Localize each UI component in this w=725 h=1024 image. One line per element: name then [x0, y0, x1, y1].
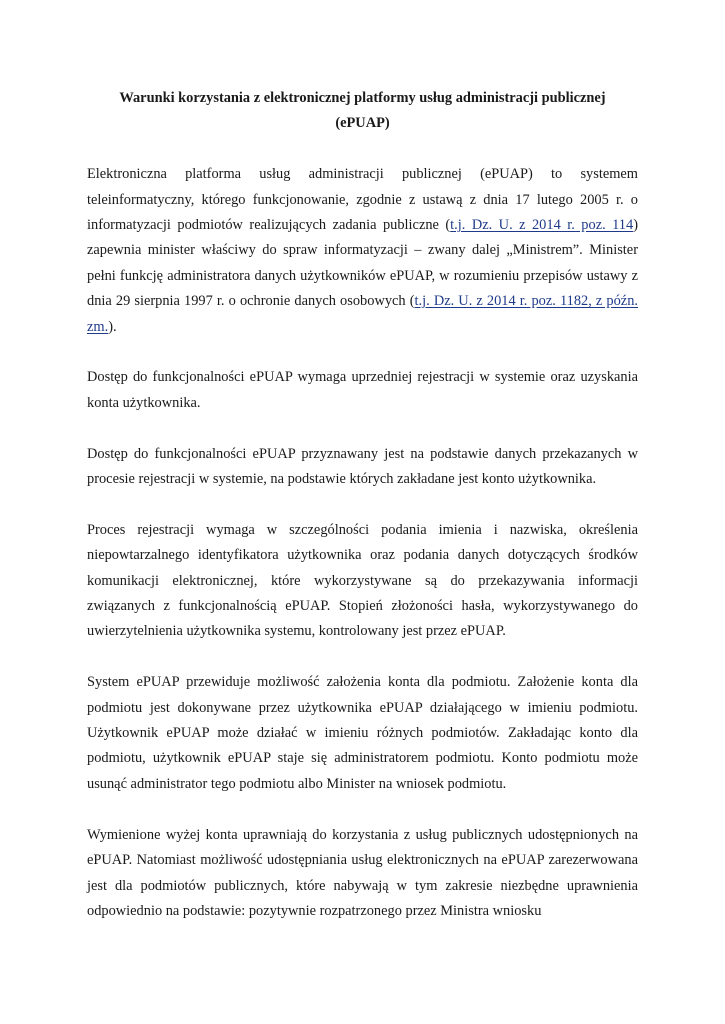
paragraph-4: Proces rejestracji wymaga w szczególności podania imienia i nazwiska, określenia niepowtarzalnego identyfikatora użytkownika oraz podania danych dotyczących środków komunikacji elektronicznej, które wykorzystywane są do przekazywania informacji związanych z funkcjonalnością ePUAP. Stopień złożoności hasła, wykorzystywanego do uwierzytelnienia użytkownika systemu, kontrolowany jest przez ePUAP. [87, 521, 638, 640]
legal-reference-link-2[interactable]: t.j. Dz. U. z 2014 r. poz. 1182, z późn. zm. [87, 293, 638, 335]
paragraph-2: Dostęp do funkcjonalności ePUAP wymaga uprzedniej rejestracji w systemie oraz uzyskania konta użytkownika. [87, 369, 638, 411]
document-title [87, 0, 638, 137]
paragraph-1-text-1: Elektroniczna platforma usług administracji publicznej (ePUAP) to systemem teleinformatyczny, którego funkcjonowanie, zgodnie z ustawą z dnia 17 lutego 2005 r. o informatyzacji podmiotów realizujących zadania publiczne ( [87, 166, 638, 234]
paragraph-3: Dostęp do funkcjonalności ePUAP przyznawany jest na podstawie danych przekazanych w procesie rejestracji w systemie, na podstawie których zakładane jest konto użytkownika. [87, 445, 638, 488]
title-line-1: Warunki korzystania z elektronicznej platformy usług administracji publicznej [119, 90, 606, 106]
paragraph-1 [87, 162, 638, 340]
paragraph-1-text-3: ). [108, 318, 117, 335]
paragraph-5: System ePUAP przewiduje możliwość założenia konta dla podmiotu. Założenie konta dla podmiotu jest dokonywane przez użytkownika ePUAP działającego w imieniu podmiotu. Użytkownik ePUAP może działać w imieniu różnych podmiotów. Zakładając konto dla podmiotu, użytkownik ePUAP staje się administratorem podmiotu. Konto podmiotu może usunąć administrator tego podmiotu albo Minister na wniosek podmiotu. [87, 674, 638, 792]
paragraph-6: Wymienione wyżej konta uprawniają do korzystania z usług publicznych udostępnionych na ePUAP. Natomiast możliwość udostępniania usług elektronicznych na ePUAP zarezerwowana jest dla podmiotów publicznych, które nabywają w tym zakresie niezbędne uprawnienia odpowiednio na podstawie: pozytywnie rozpatrzonego przez Ministra wniosku [87, 826, 638, 919]
title-line-2: (ePUAP) [335, 115, 390, 132]
legal-reference-link-1[interactable]: t.j. Dz. U. z 2014 r. poz. 114 [450, 217, 634, 234]
paragraph-1-text-2: ) zapewnia minister właściwy do spraw informatyzacji – zwany dalej „Ministrem”. Minister pełni funkcję administratora danych użytkowników ePUAP, w rozumieniu przepisów ustawy z dnia 29 sierpnia 1997 r. o ochronie danych osobowych ( [87, 217, 638, 310]
